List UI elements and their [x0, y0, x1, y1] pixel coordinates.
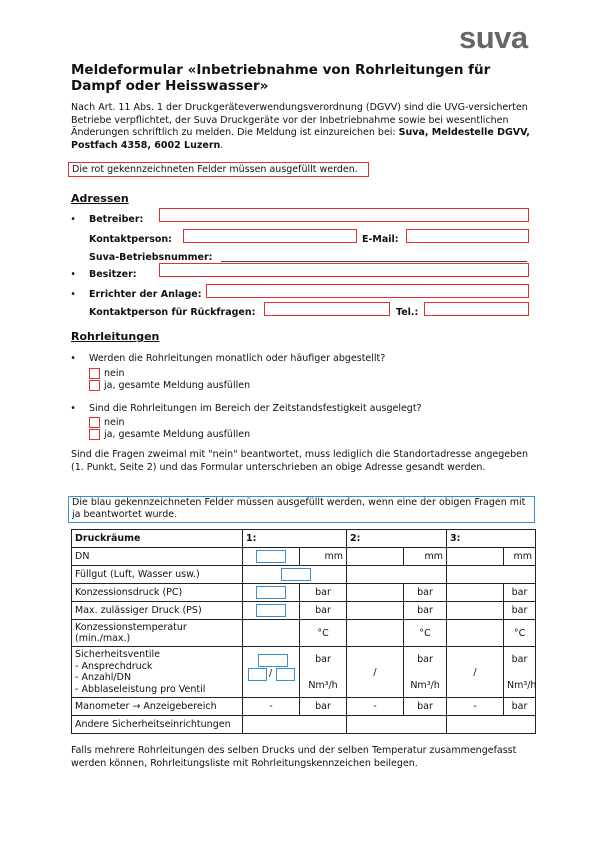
- intro-paragraph: [71, 102, 541, 152]
- footer-note: Falls mehrere Rohrleitungen des selben Drucks und der selben Temperatur zusammengefasst werden können, Rohrleitungsliste mit Rohrleitungskennzeichen beilegen.: [71, 745, 517, 769]
- table-row: [72, 698, 536, 716]
- unit: bar: [417, 653, 433, 665]
- contact-person-field[interactable]: [183, 229, 357, 243]
- unit: bar: [404, 602, 447, 620]
- unit: °C: [504, 620, 536, 647]
- unit: bar: [511, 653, 528, 665]
- slash: /: [473, 666, 477, 678]
- q1-no-label: nein: [104, 368, 125, 379]
- owner-field[interactable]: [159, 263, 529, 277]
- unit: bar: [404, 698, 447, 716]
- unit: mm: [504, 548, 536, 566]
- manometer-1-cell[interactable]: -: [243, 698, 300, 716]
- q2-no-label: nein: [104, 417, 125, 428]
- slash: /: [373, 666, 377, 678]
- email-label: E-Mail:: [362, 234, 399, 245]
- unit: bar: [404, 584, 447, 602]
- temp-2-cell[interactable]: [347, 620, 404, 647]
- unit: bar: [315, 653, 331, 665]
- table-row: [72, 548, 536, 566]
- unit: bar: [300, 602, 347, 620]
- dn-1-cell: [243, 548, 300, 566]
- ps-3-cell[interactable]: [447, 602, 504, 620]
- instructions-text: Sind die Fragen zweimal mit "nein" beantwortet, muss lediglich die Standortadresse angegeben (1. Punkt, Seite 2) und das Formular unterschrieben an obige Adresse gesandt werden.: [71, 449, 529, 473]
- bullet: •: [70, 289, 76, 300]
- pc-1-field[interactable]: [256, 586, 286, 599]
- unit: bar: [504, 584, 536, 602]
- sv-1-cell: [243, 647, 300, 698]
- row-label-pc: Konzessionsdruck (PC): [72, 584, 243, 602]
- unit: mm: [404, 548, 447, 566]
- sv-1-response-field[interactable]: [258, 654, 288, 667]
- owner-label: Besitzer:: [89, 269, 137, 280]
- blue-fields-note: Die blau gekennzeichneten Felder müssen ausgefüllt werden, wenn eine der obigen Fragen mit ja beantwortet wurde.: [68, 496, 535, 523]
- phone-field[interactable]: [424, 302, 529, 316]
- ps-1-field[interactable]: [256, 604, 286, 617]
- dn-1-field[interactable]: [256, 550, 286, 563]
- table-header-row: [72, 530, 536, 548]
- header-col2: 2:: [347, 530, 447, 548]
- sv-units: [404, 647, 447, 698]
- sv-units: [300, 647, 347, 698]
- safety-valves-capacity: - Abblaseleistung pro Ventil: [75, 683, 206, 695]
- row-label-manometer: Manometer → Anzeigebereich: [72, 698, 243, 716]
- contact-inquiries-field[interactable]: [264, 302, 390, 316]
- intro-text: Nach Art. 11 Abs. 1 der Druckgeräteverwendungsverordnung (DGVV) sind die UVG-versicherten Betriebe verpflichtet, der Suva Druckgeräte vor der Inbetriebnahme sowie bei wesentlichen Änderungen schriftlich zu melden. Die Meldung ist einzureichen bei:: [71, 102, 528, 138]
- header-col3: 3:: [447, 530, 536, 548]
- row-label-temperature: Konzessionstemperatur (min./max.): [72, 620, 243, 647]
- temp-3-cell[interactable]: [447, 620, 504, 647]
- q2-yes-checkbox[interactable]: [89, 429, 100, 440]
- table-row: [72, 620, 536, 647]
- unit: mm: [300, 548, 347, 566]
- safety-valves-response: - Ansprechdruck: [75, 660, 153, 672]
- installer-field[interactable]: [206, 284, 529, 298]
- row-label-dn: DN: [72, 548, 243, 566]
- suva-number-field[interactable]: [221, 250, 527, 262]
- phone-label: Tel.:: [396, 307, 419, 318]
- safety-valves-title: Sicherheitsventile: [75, 649, 161, 660]
- row-label-ps: Max. zulässiger Druck (PS): [72, 602, 243, 620]
- ps-1-cell: [243, 602, 300, 620]
- manometer-3-cell[interactable]: -: [447, 698, 504, 716]
- medium-1-cell: [243, 566, 347, 584]
- pressure-chambers-table: [71, 529, 536, 734]
- safety-valves-count: - Anzahl/DN: [75, 672, 132, 683]
- other-safety-1-cell[interactable]: [243, 716, 347, 734]
- bullet: •: [70, 269, 76, 280]
- q2-yes-label: ja, gesamte Meldung ausfüllen: [104, 429, 251, 440]
- temp-1-cell[interactable]: [243, 620, 300, 647]
- table-row: [72, 584, 536, 602]
- section-heading-pipelines: Rohrleitungen: [71, 330, 160, 343]
- other-safety-3-cell[interactable]: [447, 716, 536, 734]
- q1-no-checkbox[interactable]: [89, 368, 100, 379]
- q1-yes-checkbox[interactable]: [89, 380, 100, 391]
- pc-2-cell[interactable]: [347, 584, 404, 602]
- row-label-medium: Füllgut (Luft, Wasser usw.): [72, 566, 243, 584]
- contact-inquiries-label: Kontaktperson für Rückfragen:: [89, 307, 256, 318]
- red-fields-note: Die rot gekennzeichneten Felder müssen ausgefüllt werden.: [68, 162, 369, 177]
- medium-2-cell[interactable]: [347, 566, 447, 584]
- pc-3-cell[interactable]: [447, 584, 504, 602]
- ps-2-cell[interactable]: [347, 602, 404, 620]
- header-col1: 1:: [243, 530, 347, 548]
- sv-3-cell: [447, 647, 504, 698]
- unit: bar: [504, 602, 536, 620]
- table-row: [72, 602, 536, 620]
- header-chambers: Druckräume: [72, 530, 243, 548]
- sv-units: [504, 647, 536, 698]
- question-creep-strength: Sind die Rohrleitungen im Bereich der Zeitstandsfestigkeit ausgelegt?: [89, 403, 422, 414]
- bullet: •: [70, 353, 76, 364]
- sv-2-cell: [347, 647, 404, 698]
- sv-1-dn-field[interactable]: [276, 668, 295, 681]
- operator-label: Betreiber:: [89, 214, 144, 225]
- unit: bar: [504, 698, 536, 716]
- email-field[interactable]: [406, 229, 529, 243]
- unit: °C: [404, 620, 447, 647]
- medium-1-field[interactable]: [281, 568, 311, 581]
- other-safety-2-cell[interactable]: [347, 716, 447, 734]
- q1-yes-label: ja, gesamte Meldung ausfüllen: [104, 380, 251, 391]
- bullet: •: [70, 214, 76, 225]
- dn-3-cell[interactable]: [447, 548, 504, 566]
- table-row: [72, 647, 536, 698]
- dn-2-cell[interactable]: [347, 548, 404, 566]
- table-row: [72, 716, 536, 734]
- slash: /: [269, 668, 273, 679]
- unit: Nm³/h: [308, 679, 338, 691]
- manometer-2-cell[interactable]: -: [347, 698, 404, 716]
- row-label-safety-valves: [72, 647, 243, 698]
- bullet: •: [70, 403, 76, 414]
- unit: Nm³/h: [507, 679, 537, 691]
- unit: bar: [300, 698, 347, 716]
- intro-period: .: [220, 139, 224, 151]
- submission-address: Suva, Meldestelle DGVV, Postfach 4358, 6002 Luzern: [71, 127, 530, 151]
- question-shutdown: Werden die Rohrleitungen monatlich oder häufiger abgestellt?: [89, 353, 386, 364]
- unit: Nm³/h: [410, 679, 440, 691]
- operator-field[interactable]: [159, 208, 529, 222]
- installer-label: Errichter der Anlage:: [89, 289, 202, 300]
- suva-logo: suva: [459, 20, 528, 55]
- row-label-other-safety: Andere Sicherheitseinrichtungen: [72, 716, 243, 734]
- table-row: [72, 566, 536, 584]
- suva-number-label: Suva-Betriebsnummer:: [89, 252, 213, 263]
- q2-no-checkbox[interactable]: [89, 417, 100, 428]
- contact-person-label: Kontaktperson:: [89, 234, 172, 245]
- sv-1-count-field[interactable]: [248, 668, 267, 681]
- section-heading-addresses: Adressen: [71, 192, 129, 205]
- pc-1-cell: [243, 584, 300, 602]
- medium-3-cell[interactable]: [447, 566, 536, 584]
- form-title: Meldeformular «Inbetriebnahme von Rohrleitungen für Dampf oder Heisswasser»: [71, 62, 491, 94]
- unit: °C: [300, 620, 347, 647]
- unit: bar: [300, 584, 347, 602]
